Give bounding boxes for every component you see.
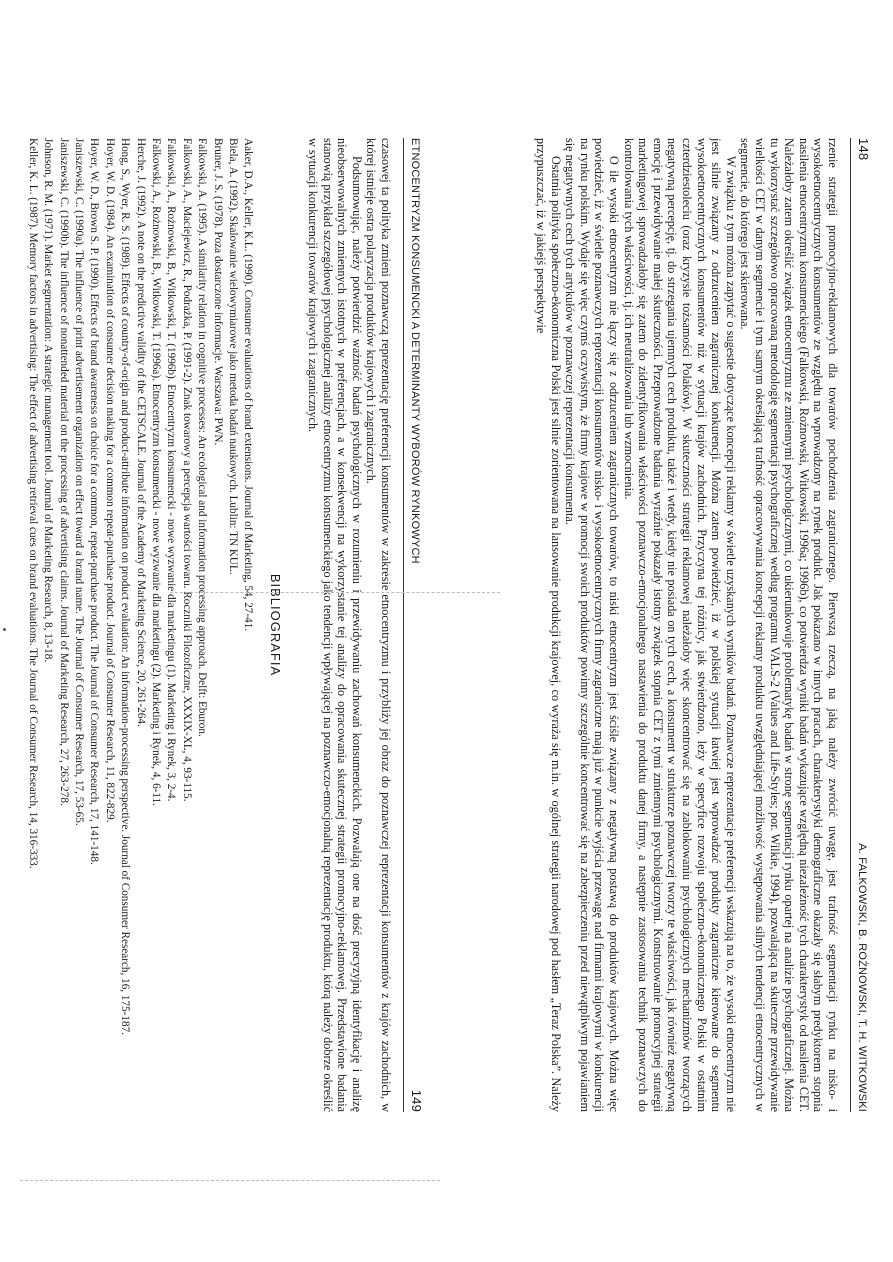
reference-item: Herche, J. (1992). A note on the predictive validity of the CETSCALE. Journal of the Academy of Marketing Science, 20, 261-264. (134, 138, 147, 727)
reference-item: Hoyer, W. D. (1984). An examination of consumer decision making for a common repeat-purchase product. Journal of Consumer Research, 11, 822-829. (103, 138, 116, 823)
reference-item: Keller, K. L. (1987). Memory factors in advertising: The effect of advertising retrieval cues on brand evaluations. The Journal of Consumer Research, 14, 316-333. (26, 138, 39, 869)
header-authors: A. FALKOWSKI, B. ROŻNOWSKI, T. H. WITKOWSKI (856, 843, 868, 1112)
reference-item: Janiszewski, C. (1990b). The influence of nonattended material on the processing of advertising claims. Journal of Marketing Research, 27, 263-278. (57, 138, 70, 806)
paragraph: W związku z tym można zapytać o sugestie dotyczące koncepcji reklamy w świetle uzyskanych wyników badań. Poznawcze reprezentacje preferencji wskazują na to, że wysoki etnocentryzm nie jest silnie związany z odrzuceniem zagranicznej konkurencji. Można zatem powiedzieć, iż w polskiej sytuacji łatwiej jest wprowadzać produkty zagraniczne kierowane do segmentu wysokoetnocentrycznych konsumentów niż w sytuacji krajów zachodnich. Przyczyna tej różnicy, jak stwierdzono, leży w specyfice rozwoju społeczno-ekonomicznego Polski w ostatnim czterdziestoleciu (oraz kryzysie tożsamości Polaków). W skuteczności strategii reklamowej należałoby więc skoncentrować się na zablokowaniu psychologicznych mechanizmów tworzących negatywną percepcję, tj. do strzegania ujemnych cech produktu, także i wtedy, kiedy nie posiada on tych cech, a konsument w strukturze poznawczej tworzy te właściwości, jak również negatywną emocję i przewidywanie małej skuteczności. Przeprowadzone badania wyraźnie pokazały istotny związek stopnia CET z tymi zmiennymi psychologicznymi. Konstruowanie promocyjnej strategii marketingowej sprowadzałoby się zatem do zidentyfikowania właściwości poznawczo-emocjonalnego nastawienia do produktu danej firmy, a następnie zastosowania technik poznawczych do kontrolowania tych właściwości, tj. ich neutralizowania lub wzmocnienia. (621, 138, 738, 1112)
reference-item: Hong, S., Wyer, R. S. (1989). Effects of country-of-origin and product-attribute information on product evaluation: An information-processing perspective. Journal of Consumer Research, 16, 175-187. (119, 138, 132, 1035)
reference-item: Falkowski, A. (1995). A similarity relation in cognitive processes: An ecological and information processing approach. Delft: Eburon. (196, 138, 209, 737)
running-header-149 (403, 138, 424, 1112)
bibliography-heading: BIBLIOGRAFIA (268, 573, 284, 677)
reference-item: Falkowski, A., Maciejewicz, R., Podrażka, P. (1991-2). Znak towarowy a percepcja wartości towaru. Roczniki Filozoficzne, XXXIX-XL, 4, 93-115. (180, 138, 193, 802)
reference-item: Bruner, J. S. (1978). Poza dostarczone informacje. Warszawa: PWN. (211, 138, 224, 446)
body-text-148 (534, 138, 840, 1112)
page-number: 149 (409, 1089, 424, 1112)
reference-item: Johnson, R. M. (1971). Market segmentation: A strategic management tool. Journal of Marketing Research, 8, 13-18. (42, 138, 55, 663)
scan-artifact-line (20, 1180, 440, 1181)
paragraph: Ostatnia polityka społeczno-ekonomiczna Polski jest silnie zorientowana na lansowanie produkcji krajowej, co wyraża się m.in. w ogólnej strategii narodowej pod hasłem „Teraz Polska”. Należy przypuszczać, iż w jakiejś perspektywie (534, 138, 563, 1112)
running-header-148 (850, 138, 871, 1112)
header-title: ETNOCENTRYZM KONSUMENCKI A DETERMINANTY WYBORÓW RYNKOWYCH (409, 138, 421, 564)
scan-artifact-dot (3, 628, 6, 631)
page-number: 148 (856, 138, 871, 161)
paragraph: O ile wysoki etnocentryzm nie łączy się z odrzuceniem zagranicznych towarów, to niski etnocentryzm jest ściśle związany z negatywną postawą do produktów krajowych. Można więc powiedzieć, iż w świetle poznawczych reprezentacji konsumentów nisko- i wysokoetnocentrycznych firmy zagraniczne mają już w punkcie wyjścia przewagę nad firmami krajowymi w konkurencji na rynku polskim. Wydaje się więc czymś oczywistym, że firmy krajowe w promocji swoich produktów powinny szczególnie koncentrować się na zabezpieczeniu przed niewątpliwym pojawianiem się negatywnych cech tych artykułów w poznawczej reprezentacji konsumenta. (563, 138, 622, 1112)
reference-item: Aaker, D.A., Keller, K.L. (1990). Consumer evaluations of brand extensions. Journal of Marketing, 54, 27-41. (242, 138, 255, 632)
paragraph: Podsumowując, należy potwierdzić ważność badań psychologicznych w rozumieniu i przewidywaniu zachowań konsumenckich. Pozwalają one na dość precyzyjną identyfikację i analizę nieobserwowalnych zmiennych istotnych w preferencjach, a w konsekwencji na wykorzystanie tej analizy do opracowania skutecznej strategii promocyjno-reklamowej. Przedstawione badania stanowią przykład szczegółowej psychologicznej analizy etnocentryzmu konsumenckiego jako tendencji wpływającej na poznawczo-emocjonalną reprezentację produktu, którą należy dobrze określić w sytuacji konkurencji towarów krajowych i zagranicznych. (306, 138, 364, 1112)
reference-list (25, 138, 254, 1112)
scan-artifact-line (170, 592, 500, 593)
reference-item: Janiszewski, C. (1990a). The influence of print advertisement organization on effect toward a brand name. The Journal of Consumer Research, 17, 53-65. (72, 138, 85, 826)
reference-item: Falkowski, A., Rożnowski, B., Witkowski, T. (1996b). Etnocentryzm konsumencki - nowe wyzwanie dla marketingu (1). Marketing i Rynek, 3, 2-4. (165, 138, 178, 802)
reference-item: Falkowski, A., Rożnowski, B., Witkowski, T. (1996a). Etnocentryzm konsumencki - nowe wyzwanie dla marketingu (2). Marketing i Rynek, 4, 6-11. (150, 138, 162, 806)
reference-item: Biela, A. (1992). Skalowanie wielowymiarowe jako metoda badań naukowych. Lublin: TN KUL. (227, 138, 240, 575)
paragraph: czasowej ta polityka zmieni poznawczą reprezentację preferencji konsumentów w zakresie etnocentryzmu i przybliży jej obraz do poznawczej reprezentacji konsumentów z krajów zachodnich, w której istnieje ostra polaryzacja produktów krajowych i zagranicznych. (364, 138, 393, 1112)
paragraph: rzenie strategii promocyjno-reklamowych dla towarów pochodzenia zagranicznego. Pierwszą rzeczą, na jaką należy zwrócić uwagę, jest trafność segmentacji rynku na nisko- i wysokoetnocentrycznych konsumentów ze względu na wprowadzony na rynek produkt. Jak pokazano w innych pracach, charakterystyki demograficzne okazały się słabym predyktorem stopnia nasilenia etnocentryzmu konsumenckiego (Falkowski, Rożnowski, Witkowski, 1996a; 1996b), co potwierdza wyniki badań wykazujące względną niezależność tych charakterystyk od nasilenia CET. Należałoby zatem określić związek etnocentryzmu ze zmiennymi psychologicznymi, co ukierunkowuje problematykę badań w stronę segmentacji rynku opartej na analizie psychograficznej. Można tu wykorzystać szczegółowo opracowaną metodologię segmentacji psychograficznej według programu VALS-2 (Values and Life-Styles; por. Wilkie, 1994), pozwalającą na skuteczne przewidywanie wielkości CET w danym segmencie i tym samym określającą trafność opracowywania koncepcji reklamy produktu uwzględniającej możliwość występowania silnych tendencji etnocentrycznych w segmencie, do którego jest skierowana. (738, 138, 840, 1112)
page-148 (447, 100, 893, 1150)
body-text-149 (305, 138, 393, 1112)
reference-item: Hoyer, W. D., Brown S. P. (1990). Effects of brand awareness on choice for a common, repeat-purchase product. The Journal of Consumer Research, 17, 141-148. (88, 138, 101, 865)
page-149 (0, 100, 446, 1150)
